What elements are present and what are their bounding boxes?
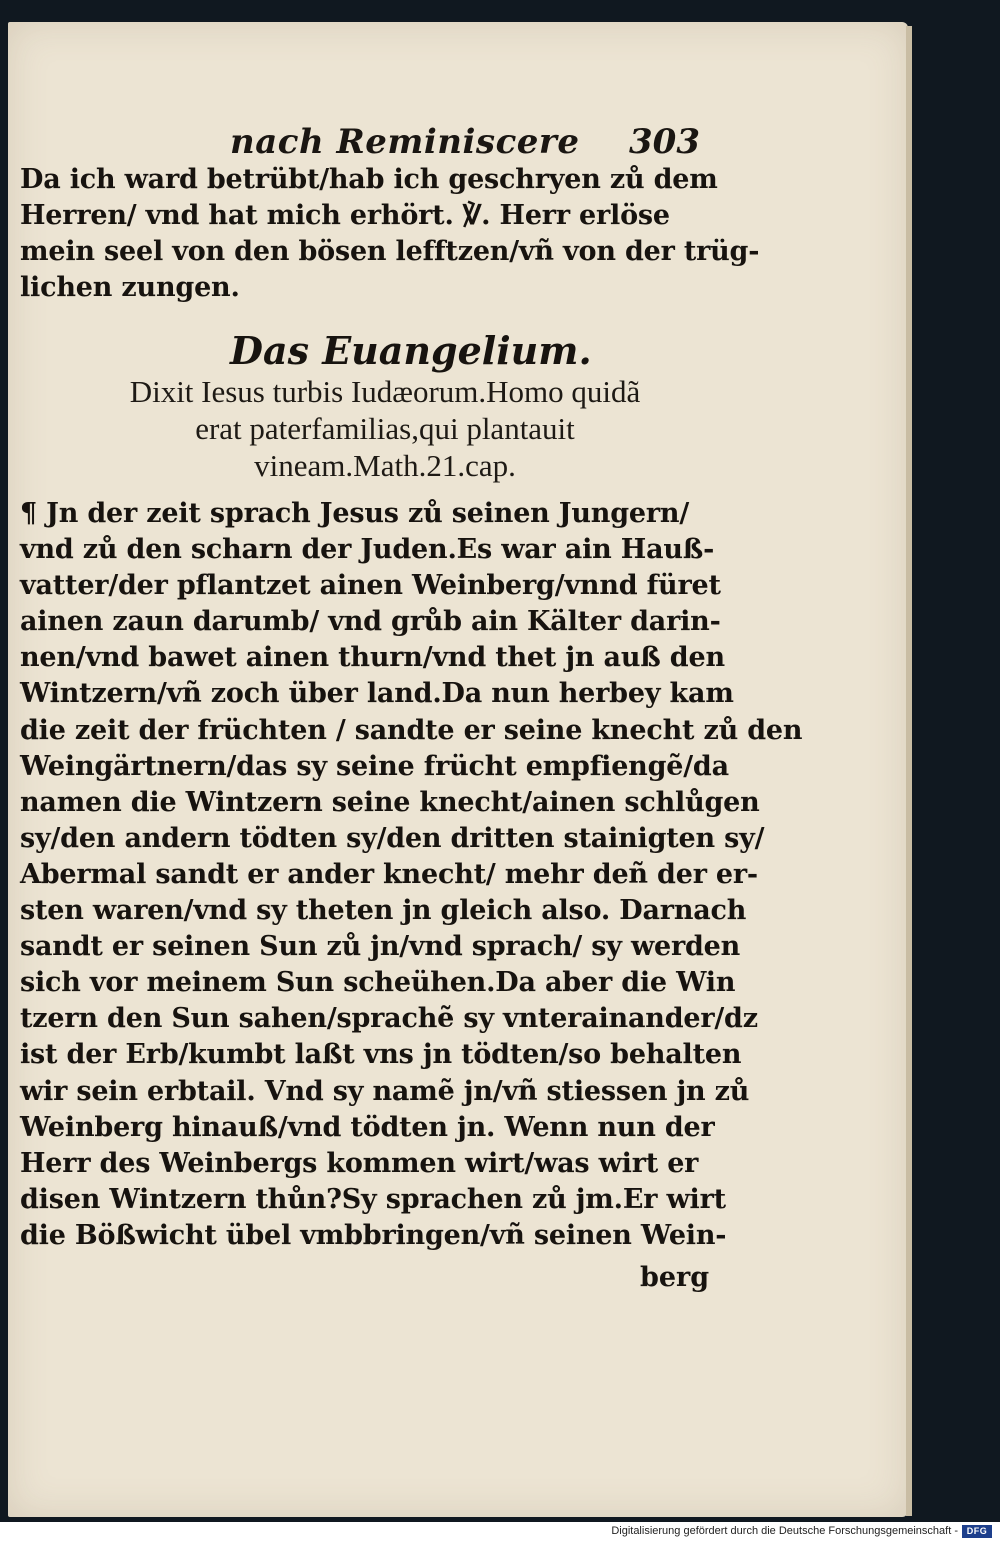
text-line: sich vor meinem Sun scheühen.Da aber die Win: [20, 967, 736, 999]
running-title: nach Reminiscere: [230, 122, 580, 162]
text-line: Wintzern/vñ zoch über land.Da nun herbey kam: [20, 678, 734, 710]
text-line: tzern den Sun sahen/sprachẽ sy vnterainander/dz: [20, 1003, 758, 1035]
text-line: sandt er seinen Sun zů jn/vnd sprach/ sy werden: [20, 931, 741, 963]
text-line: vnd zů den scharn der Juden.Es war ain Hauß-: [20, 534, 715, 566]
latin-incipit: [40, 373, 730, 484]
text-line: Weingärtnern/das sy seine frücht empfiengẽ/da: [20, 750, 729, 782]
text-line: Herren/ vnd hat mich erhört. ℣. Herr erlöse: [20, 200, 670, 231]
text-line: nen/vnd bawet ainen thurn/vnd thet jn auß den: [20, 642, 725, 674]
text-line: Herr des Weinbergs kommen wirt/was wirt er: [20, 1147, 699, 1179]
text-line: Weinberg hinauß/vnd tödten jn. Wenn nun der: [20, 1111, 715, 1143]
page-edge: [906, 26, 912, 1516]
text-line: Abermal sandt er ander knecht/ mehr deñ der er-: [20, 858, 758, 890]
section-heading: Das Euangelium.: [230, 328, 592, 373]
latin-line: vineam.Math.21.cap.: [254, 448, 516, 483]
text-line: ¶ Jn der zeit sprach Jesus zů seinen Jungern/: [20, 498, 690, 529]
verse-block: [20, 162, 760, 306]
text-line: ainen zaun darumb/ vnd grůb ain Kälter darin-: [20, 606, 721, 638]
funding-notice: Digitalisierung gefördert durch die Deutsche Forschungsgemeinschaft -: [611, 1525, 958, 1537]
text-line: Da ich ward betrübt/hab ich geschryen zů dem: [20, 164, 718, 195]
text-line: vatter/der pflantzet ainen Weinberg/vnnd füret: [20, 570, 721, 602]
gospel-text: [20, 496, 803, 1254]
text-line: mein seel von den bösen lefftzen/vñ von der trüg-: [20, 236, 760, 267]
dfg-logo-icon: DFG: [962, 1525, 992, 1538]
text-line: ist der Erb/kumbt laßt vns jn tödten/so behalten: [20, 1039, 742, 1071]
catchword: berg: [640, 1262, 710, 1293]
latin-line: erat paterfamilias,qui plantauit: [195, 411, 575, 446]
text-line: lichen zungen.: [20, 272, 240, 303]
text-line: die Bößwicht übel vmbbringen/vñ seinen Wein-: [20, 1219, 727, 1251]
text-line: disen Wintzern thůn?Sy sprachen zů jm.Er wirt: [20, 1183, 726, 1215]
text-line: namen die Wintzern seine knecht/ainen schlůgen: [20, 786, 760, 818]
text-line: wir sein erbtail. Vnd sy namẽ jn/vñ stiessen jn zů: [20, 1075, 750, 1107]
text-line: die zeit der früchten / sandte er seine knecht zů den: [20, 714, 803, 746]
latin-line: Dixit Iesus turbis Iudæorum.Homo quidã: [129, 374, 641, 409]
page-number: 303: [629, 122, 700, 162]
text-line: sten waren/vnd sy theten jn gleich also. Darnach: [20, 895, 747, 927]
text-line: sy/den andern tödten sy/den dritten stainigten sy/: [20, 822, 765, 854]
